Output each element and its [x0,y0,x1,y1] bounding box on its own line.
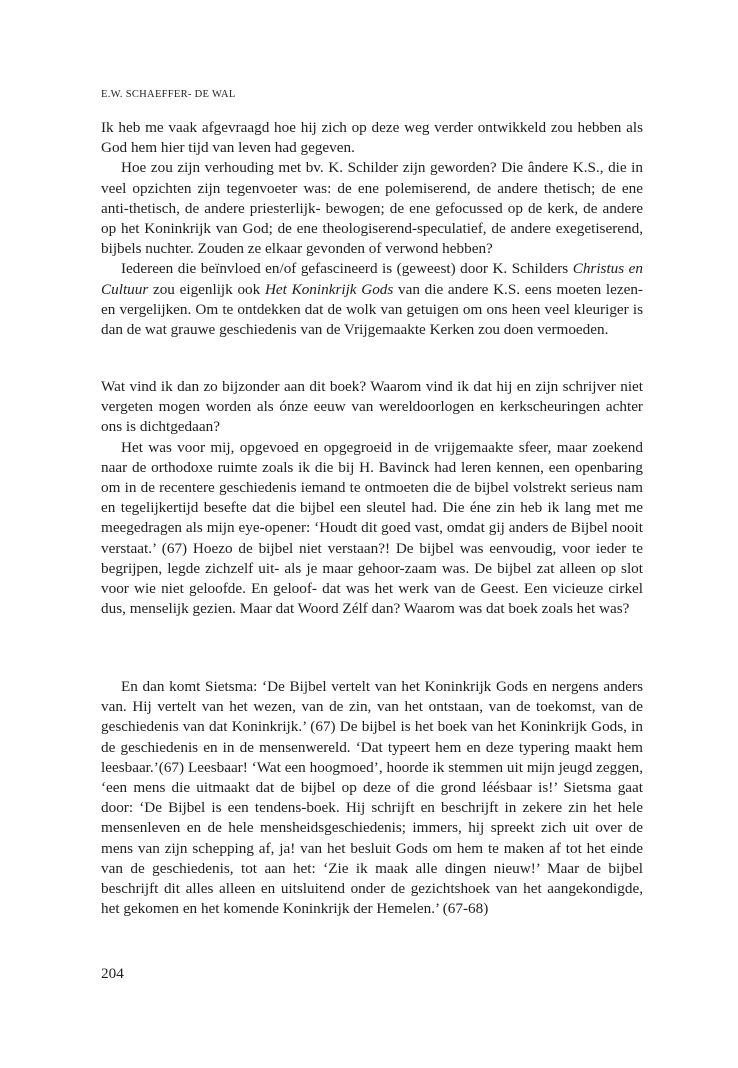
section-1 [101,118,643,340]
page-number: 204 [101,965,124,982]
paragraph: En dan komt Sietsma: ‘De Bijbel vertelt van het Koninkrijk Gods en nergens anders van. Hij vertelt van het wezen, van de zin, van het ontstaan, van de toekomst, van de geschiedenis van dat Koninkrijk.’ (67) De bijbel is het boek van het Koninkrijk Gods, in de geschiedenis en in de mensenwereld. ‘Dat typeert hem en deze typering maakt hem leesbaar.’(67) Leesbaar! ‘Wat een hoogmoed’, hoorde ik stemmen uit mijn jeugd zeggen, ‘een mens die uitmaakt dat de bijbel op deze of die grond léésbaar is!’ Sietsma gaat door: ‘De Bijbel is een tendens-boek. Hij schrijft en beschrijft in zekere zin het hele mensenleven en de hele mensheidsgeschiedenis; immers, hij spreekt zich uit over de mens van zijn schepping af, ja! van het besluit Gods om hem te maken af tot het einde van de geschiedenis, tot aan het: ‘Zie ik maak alle dingen nieuw!’ Maar de bijbel beschrijft dit alles alleen en uitsluitend onder de gezichtshoek van het aangekondigde, het gekomen en het komende Koninkrijk der Hemelen.’ (67-68) [101,678,643,918]
paragraph [101,259,643,340]
paragraph-text: zou eigenlijk ook [148,280,265,298]
running-head: E.W. SCHAEFFER- DE WAL [101,89,236,100]
paragraph: Wat vind ik dan zo bijzonder aan dit boek? Waarom vind ik dat hij en zijn schrijver niet vergeten mogen worden als ónze eeuw van wereldoorlogen en kerkscheuringen achter ons is dichtgedaan? [101,378,643,436]
paragraph: Hoe zou zijn verhouding met bv. K. Schilder zijn geworden? Die ândere K.S., die in veel opzichten zijn tegenvoeter was: de ene polemiserend, de andere thetisch; de ene anti-thetisch, de andere priesterlijk- bewogen; de ene gefocussed op de kerk, de andere op het Koninkrijk van God; de ene theologiserend-speculatief, de andere exegetiserend, bijbels nuchter. Zouden ze elkaar gevonden of verwond hebben? [101,159,643,258]
section-3 [101,677,643,919]
paragraph: Het was voor mij, opgevoed en opgegroeid in de vrijgemaakte sfeer, maar zoekend naar de orthodoxe ruimte zoals ik die bij H. Bavinck had leren kennen, een openbaring om in de recentere geschiedenis iemand te ontmoeten die de bijbel volstrekt serieus nam en tegelijkertijd besefte dat die bijbel een sleutel had. Die éne zin heb ik lang met me meegedragen als mijn eye-opener: ‘Houdt dit goed vast, omdat gij anders de Bijbel nooit verstaat.’ (67) Hoezo de bijbel niet verstaan?! De bijbel was eenvoudig, voor ieder te begrijpen, legde zichzelf uit- als je maar gehoor-zaam was. De bijbel zat alleen op slot voor wie niet geloofde. En geloof- dat was het werk van de Geest. Een vicieuze cirkel dus, menselijk gezien. Maar dat Woord Zélf dan? Waarom was dat boek zoals het was? [101,438,643,618]
paragraph-text: Iedereen die beïnvloed en/of gefascineerd is (geweest) door K. Schilders [121,260,573,278]
paragraph: Ik heb me vaak afgevraagd hoe hij zich op deze weg verder ontwikkeld zou hebben als God hem hier tijd van leven had gegeven. [101,119,643,157]
section-2 [101,377,643,619]
book-title-christus-en-cultuur: Christus en Cultuur [101,260,644,298]
paragraph-text: van die andere K.S. eens moeten lezen- en vergelijken. Om te ontdekken dat de wolk van getuigen om ons heen veel kleuriger is dan de wat grauwe geschiedenis van de Vrijgemaakte Kerken zou doen vermoeden. [101,280,643,339]
book-title-het-koninkrijk-gods: Het Koninkrijk Gods [264,280,394,298]
